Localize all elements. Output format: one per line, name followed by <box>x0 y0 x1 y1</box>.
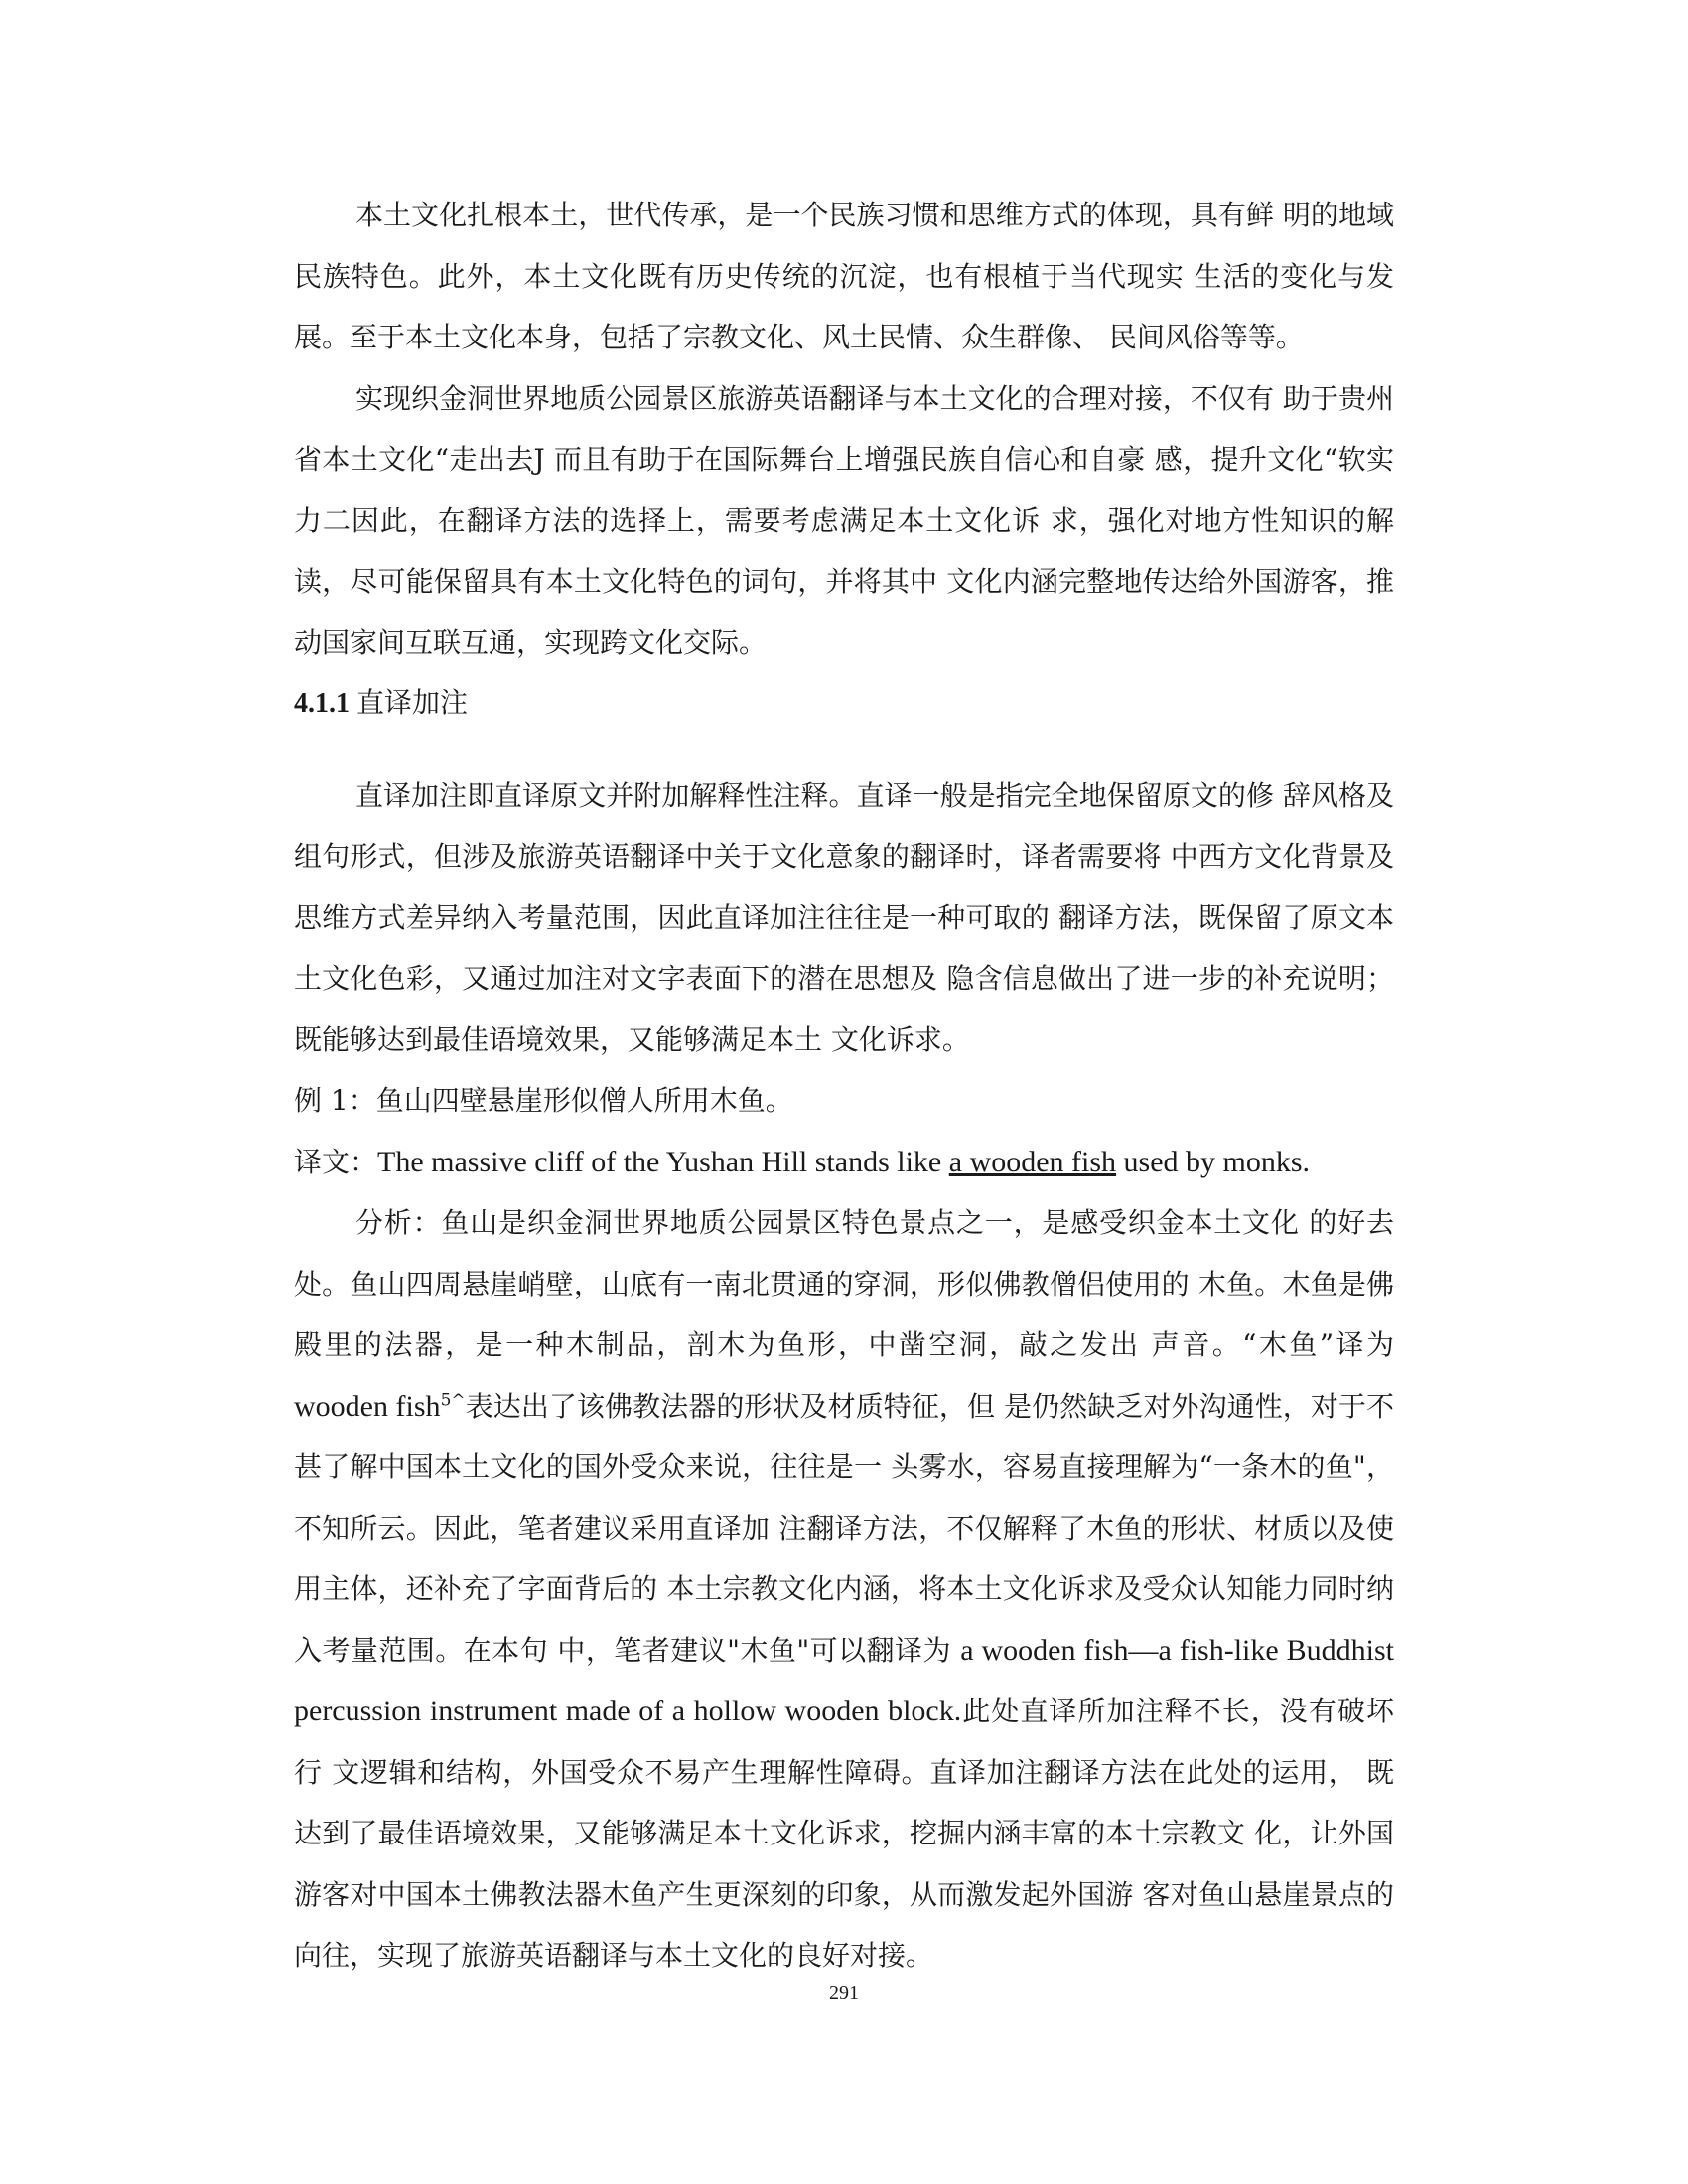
translation-label: 译文： <box>294 1145 378 1178</box>
example-text: 鱼山四壁悬崖形似僧人所用木鱼。 <box>375 1084 793 1117</box>
paragraph-local-culture: 本土文化扎根本土，世代传承，是一个民族习惯和思维方式的体现，具有鲜 明的地域民族特色。此外，本土文化既有历史传统的沉淀，也有根植于当代现实 生活的变化与发展。至于本土文化本身，包括了宗教文化、风土民情、众生群像、 民间风俗等等。 <box>294 199 1394 353</box>
analysis-term: wooden fish <box>294 1389 441 1423</box>
section-number: 4.1.1 <box>294 688 350 719</box>
analysis-text-3: 此处直译所加注释不长，没有破坏行 文逻辑和结构，外国受众不易产生理解性障碍。直译加注翻译方法在此处的运用， 既达到了最佳语境效果，又能够满足本土文化诉求，挖掘内涵丰富的本土宗教文 化，让外国游客对中国本土佛教法器木鱼产生更深刻的印象，从而激发起外国游 客对鱼山悬崖景点的向往，实现了旅游英语翻译与本土文化的良好对接。 <box>294 1695 1394 1972</box>
translation-underlined-term: a wooden fish <box>948 1145 1117 1178</box>
section-heading <box>294 673 1394 735</box>
translation-line <box>294 1132 1394 1193</box>
footnote-marker: 5^ <box>440 1390 466 1411</box>
section-title: 直译加注 <box>356 688 469 719</box>
page-number: 291 <box>829 1982 859 2004</box>
paragraph-translation-docking: 实现织金洞世界地质公园景区旅游英语翻译与本土文化的合理对接，不仅有 助于贵州省本土文化“走出去J 而且有助于在国际舞台上增强民族自信心和自豪 感，提升文化“软实力二因此，在翻译方法的选择上，需要考虑满足本土文化诉 求，强化对地方性知识的解读，尽可能保留具有本土文化特色的词句，并将其中 文化内涵完整地传达给外国游客，推动国家间互联互通，实现跨文化交际。 <box>294 381 1394 659</box>
example-label: 例 1： <box>294 1084 376 1117</box>
paragraph-analysis <box>294 1192 1394 1986</box>
paragraph-literal-annotation: 直译加注即直译原文并附加解释性注释。直译一般是指完全地保留原文的修 辞风格及组句形式，但涉及旅游英语翻译中关于文化意象的翻译时，译者需要将 中西方文化背景及思维方式差异纳入考量范围，因此直译加注往往是一种可取的 翻译方法，既保留了原文本土文化色彩，又通过加注对文字表面下的潜在思想及 隐含信息做出了进一步的补充说明；既能够达到最佳语境效果，又能够满足本土 文化诉求。 <box>294 778 1394 1056</box>
analysis-english-gloss: a wooden fish—a fish-like Buddhist percussion instrument made of a hollow wooden block. <box>294 1633 1394 1727</box>
example-line <box>294 1070 1394 1132</box>
heading-spacer <box>294 735 1394 765</box>
analysis-text-2: 表达出了该佛教法器的形状及材质特征，但 是仍然缺乏对外沟通性，对于不甚了解中国本土文化的国外受众来说，往往是一 头雾水，容易直接理解为“一条木的鱼"，不知所云。因此，笔者建议采用直译加 注翻译方法，不仅解释了木鱼的形状、材质以及使用主体，还补充了字面背后的 本土宗教文化内涵，将本土文化诉求及受众认知能力同时纳入考量范围。在本句 中，笔者建议"木鱼"可以翻译为 <box>294 1389 1395 1667</box>
translation-text-start: The massive cliff of the Yushan Hill stands like <box>377 1145 949 1178</box>
translation-text-end: used by monks. <box>1116 1145 1311 1178</box>
document-page <box>294 185 1394 1986</box>
analysis-text-1: 分析：鱼山是织金洞世界地质公园景区特色景点之一，是感受织金本土文化 的好去处。鱼山四周悬崖峭壁，山底有一南北贯通的穿洞，形似佛教僧侣使用的 木鱼。木鱼是佛殿里的法器，是一种木制品，剖木为鱼形，中凿空洞，敲之发出 声音。“木鱼”译为 <box>294 1206 1394 1361</box>
